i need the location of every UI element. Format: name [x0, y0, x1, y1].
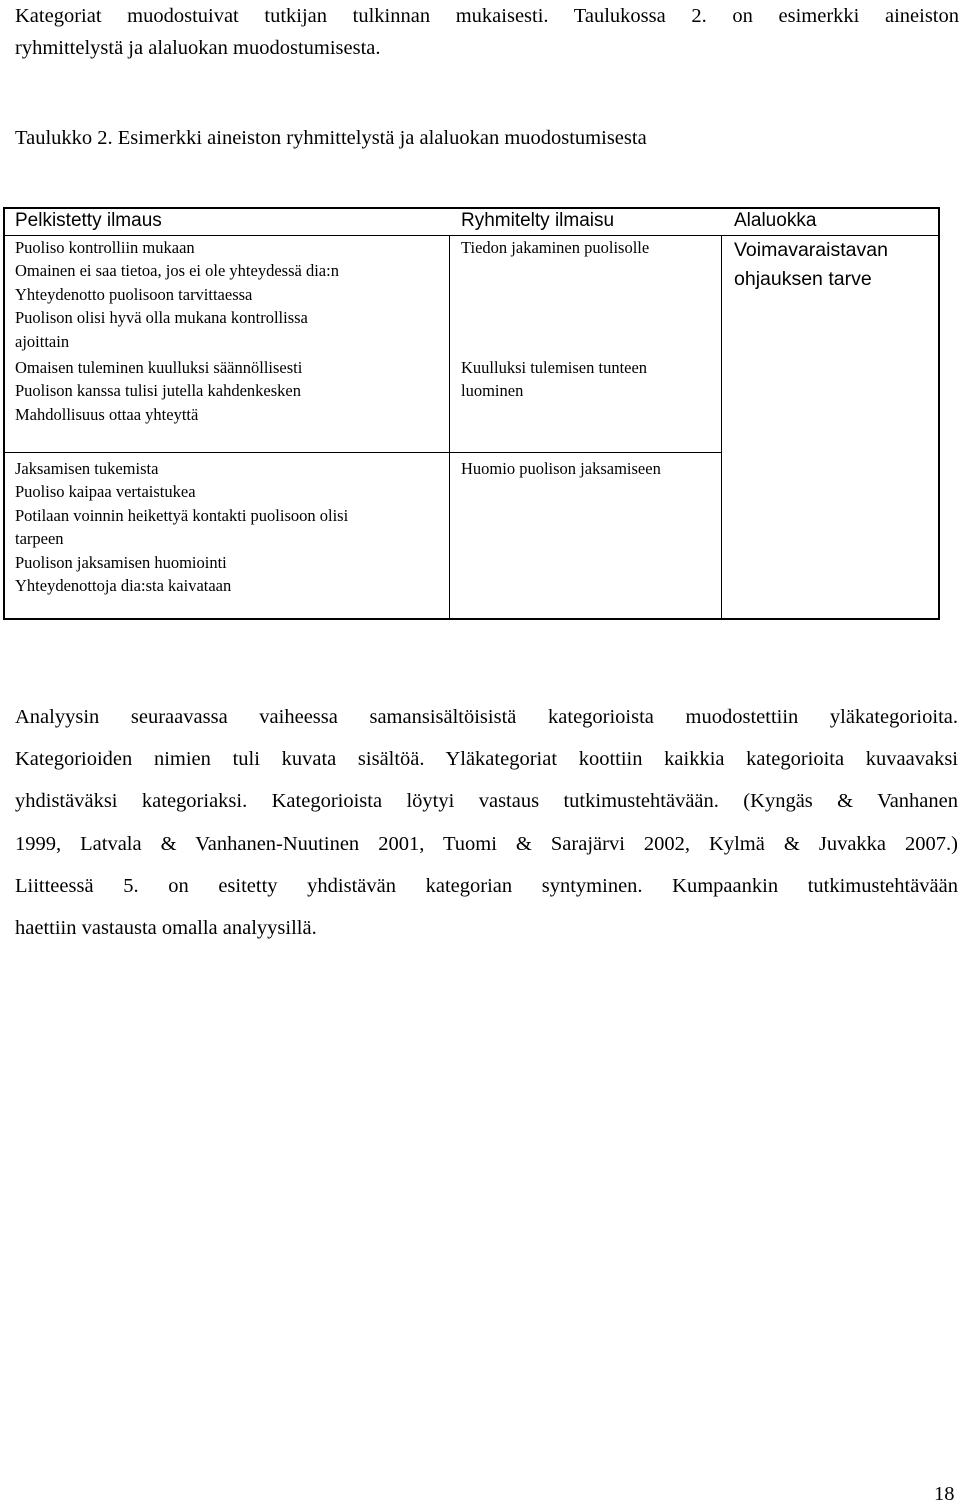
analysis-line: haettiin vastausta omalla analyysillä.: [15, 917, 317, 940]
subcategory-cell: [734, 236, 888, 294]
analysis-line: 1999, Latvala & Vanhanen-Nuutinen 2001, Tuomi & Sarajärvi 2002, Kylmä & Juvakka 2007.): [15, 832, 958, 855]
grouped-expression: Huomio puolison jaksamiseen: [461, 459, 661, 478]
reduced-expression: Puolison olisi hyvä olla mukana kontrollissa: [15, 308, 308, 328]
table-caption: Taulukko 2. Esimerkki aineiston ryhmittelystä ja alaluokan muodostumisesta: [15, 127, 647, 149]
reduced-expression: Yhteydenotto puolisoon tarvittaessa: [15, 284, 253, 304]
table-border-left: [3, 207, 5, 620]
page-number: 18: [934, 1483, 955, 1505]
reduced-expressions-group-1: [15, 236, 339, 353]
analysis-line: Kategorioiden nimien tuli kuvata sisältöä. Yläkategoriat koottiin kaikkia kategorioita kuvaavaksi: [15, 748, 958, 771]
intro-line: Kategoriat muodostuivat tutkijan tulkinnan mukaisesti. Taulukossa 2. on esimerkki aineiston: [15, 5, 959, 27]
reduced-expression: Mahdollisuus ottaa yhteyttä: [15, 404, 199, 424]
reduced-expression: Puolison kanssa tulisi jutella kahdenkesken: [15, 381, 301, 401]
table-border-right: [938, 207, 940, 620]
reduced-expressions-group-3: [15, 457, 348, 597]
analysis-line: yhdistäväksi kategoriaksi. Kategorioista löytyi vastaus tutkimustehtävään. (Kyngäs & Vanhanen: [15, 790, 958, 813]
reduced-expressions-group-2: [15, 356, 302, 426]
reduced-expression: ajoittain: [15, 331, 70, 351]
grouped-expression: luominen: [461, 381, 524, 401]
classification-table: [3, 207, 940, 620]
subcategory-line: ohjauksen tarve: [734, 268, 872, 290]
reduced-expression: Puoliso kontrolliin mukaan: [15, 238, 195, 257]
column-header-reduced: Pelkistetty ilmaus: [15, 210, 162, 231]
reduced-expression: Omaisen tuleminen kuulluksi säännöllisesti: [15, 358, 303, 377]
grouped-expression-group-2: [461, 356, 647, 403]
intro-paragraph: [15, 0, 959, 64]
grouped-expression: Kuulluksi tulemisen tunteen: [461, 358, 648, 377]
reduced-expression: Yhteydenottoja dia:sta kaivataan: [15, 576, 232, 596]
reduced-expression: Puolison jaksamisen huomiointi: [15, 552, 227, 572]
grouped-expression-group-3: [461, 457, 661, 480]
table-border-bottom: [3, 618, 940, 620]
column-separator: [449, 235, 450, 620]
grouped-expression: Tiedon jakaminen puolisolle: [461, 238, 650, 257]
grouped-expression-group-1: [461, 236, 649, 259]
column-header-grouped: Ryhmitelty ilmaisu: [461, 210, 615, 231]
reduced-expression: tarpeen: [15, 529, 64, 549]
analysis-line: Analyysin seuraavassa vaiheessa samansisältöisistä kategorioista muodostettiin yläkategorioita.: [15, 706, 958, 728]
row-separator: [3, 452, 722, 453]
subcategory-line: Voimavaraistavan: [734, 239, 888, 261]
column-separator: [721, 235, 722, 620]
intro-line: ryhmittelystä ja alaluokan muodostumisesta.: [15, 37, 381, 59]
reduced-expression: Potilaan voinnin heikettyä kontakti puolisoon olisi: [15, 505, 349, 525]
reduced-expression: Puoliso kaipaa vertaistukea: [15, 482, 196, 502]
reduced-expression: Jaksamisen tukemista: [15, 459, 159, 478]
column-header-subcategory: Alaluokka: [734, 210, 817, 231]
analysis-line: Liitteessä 5. on esitetty yhdistävän kategorian syntyminen. Kumpaankin tutkimustehtävään: [15, 874, 958, 897]
reduced-expression: Omainen ei saa tietoa, jos ei ole yhteydessä dia:n: [15, 261, 339, 281]
analysis-paragraph: [15, 696, 958, 949]
